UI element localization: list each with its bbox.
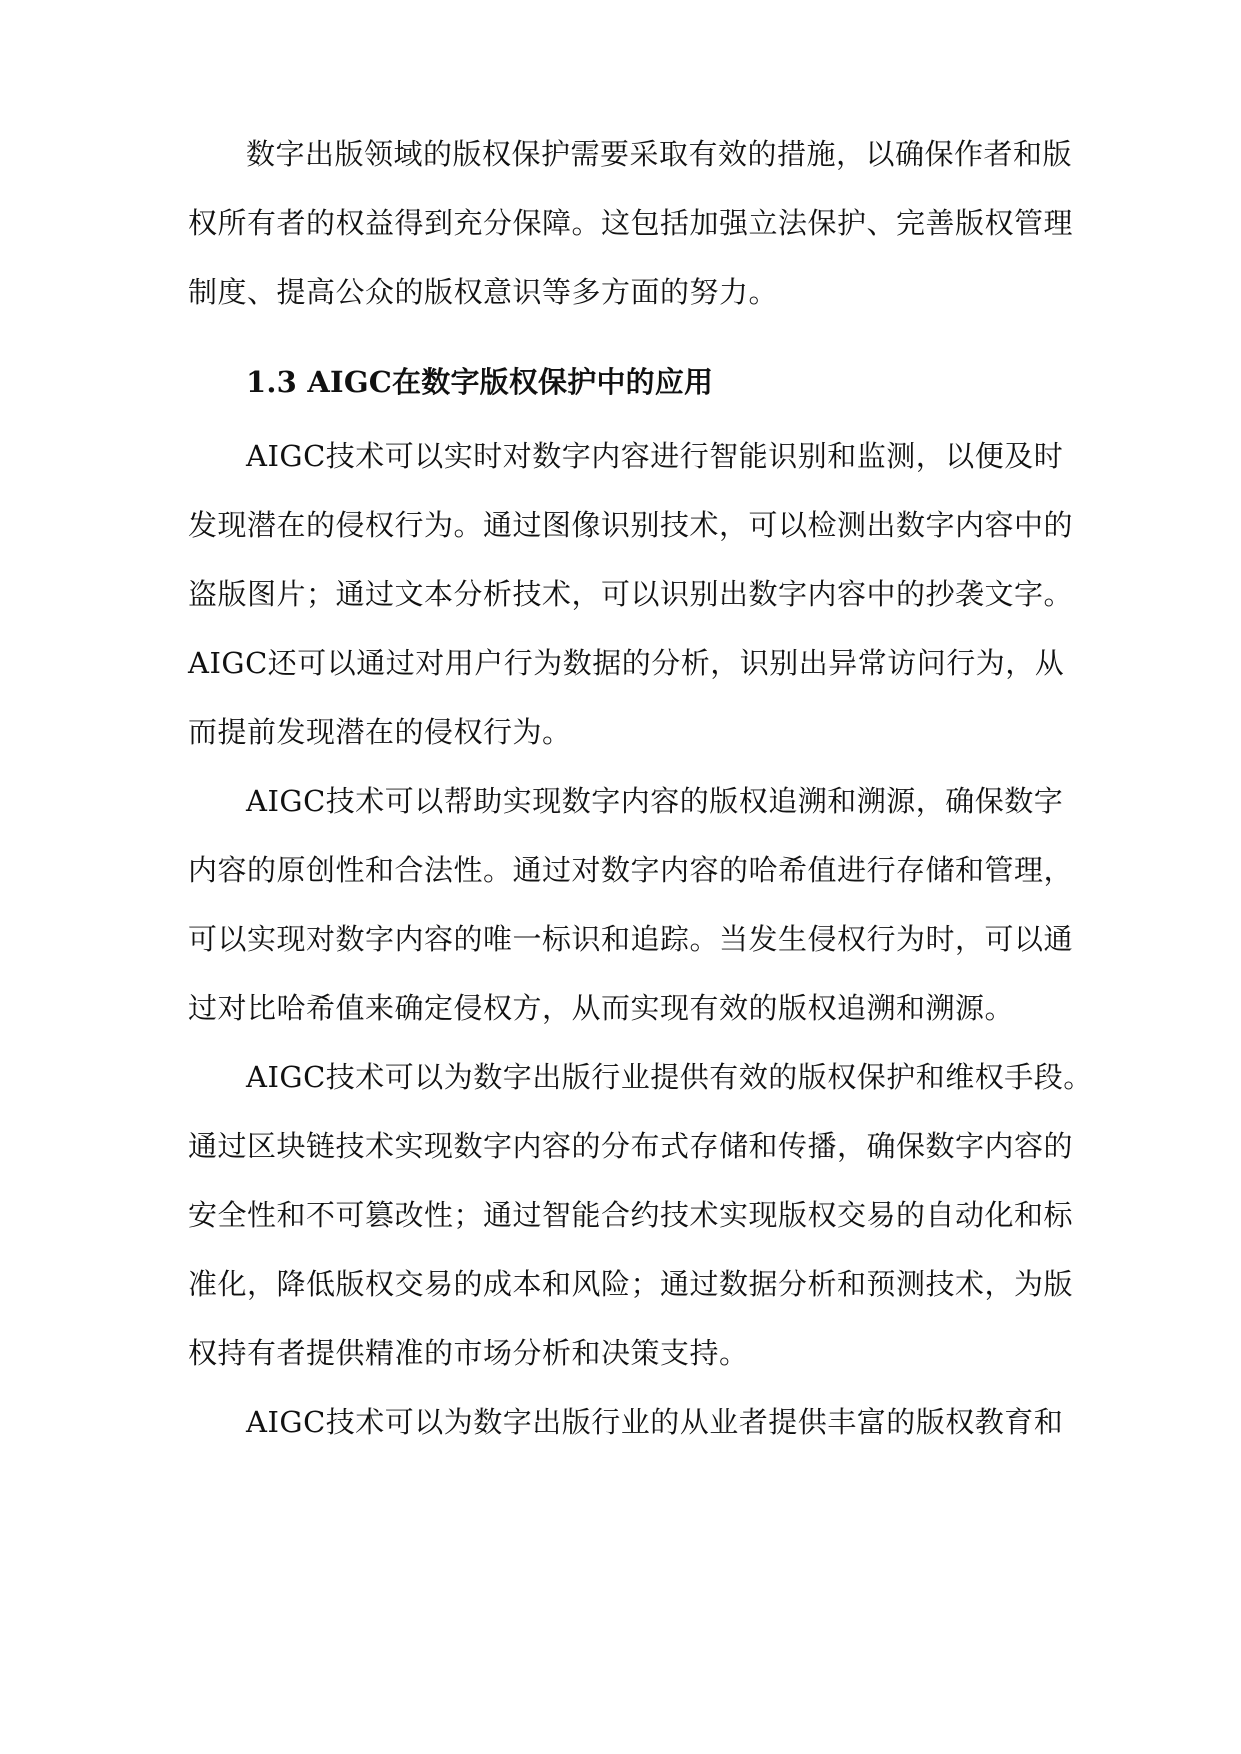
paragraph-3-line-3: 可以实现对数字内容的唯一标识和追踪。当发生侵权行为时，可以通 xyxy=(188,922,1074,956)
section-heading: 1.3 AIGC在数字版权保护中的应用 xyxy=(246,365,714,399)
paragraph-4-line-5: 权持有者提供精准的市场分析和决策支持。 xyxy=(188,1336,749,1370)
paragraph-4-line-3: 安全性和不可篡改性；通过智能合约技术实现版权交易的自动化和标 xyxy=(188,1198,1074,1232)
paragraph-2-line-5: 而提前发现潜在的侵权行为。 xyxy=(188,715,572,749)
paragraph-2-line-1: AIGC技术可以实时对数字内容进行智能识别和监测，以便及时 xyxy=(246,439,1064,473)
paragraph-1-line-1: 数字出版领域的版权保护需要采取有效的措施，以确保作者和版 xyxy=(246,137,1073,171)
paragraph-4-line-4: 准化，降低版权交易的成本和风险；通过数据分析和预测技术，为版 xyxy=(188,1267,1074,1301)
paragraph-3-line-2: 内容的原创性和合法性。通过对数字内容的哈希值进行存储和管理， xyxy=(188,853,1074,887)
paragraph-3-line-4: 过对比哈希值来确定侵权方，从而实现有效的版权追溯和溯源。 xyxy=(188,991,1015,1025)
paragraph-1-line-3: 制度、提高公众的版权意识等多方面的努力。 xyxy=(188,275,779,309)
paragraph-4-line-2: 通过区块链技术实现数字内容的分布式存储和传播，确保数字内容的 xyxy=(188,1129,1074,1163)
paragraph-4-line-1: AIGC技术可以为数字出版行业提供有效的版权保护和维权手段。 xyxy=(246,1060,1093,1094)
paragraph-1-line-2: 权所有者的权益得到充分保障。这包括加强立法保护、完善版权管理 xyxy=(188,206,1074,240)
paragraph-5-line-1: AIGC技术可以为数字出版行业的从业者提供丰富的版权教育和 xyxy=(246,1405,1064,1439)
paragraph-2-line-3: 盗版图片；通过文本分析技术，可以识别出数字内容中的抄袭文字。 xyxy=(188,577,1074,611)
paragraph-2-line-2: 发现潜在的侵权行为。通过图像识别技术，可以检测出数字内容中的 xyxy=(188,508,1074,542)
paragraph-3-line-1: AIGC技术可以帮助实现数字内容的版权追溯和溯源，确保数字 xyxy=(246,784,1064,818)
paragraph-2-line-4: AIGC还可以通过对用户行为数据的分析，识别出异常访问行为，从 xyxy=(188,646,1065,680)
